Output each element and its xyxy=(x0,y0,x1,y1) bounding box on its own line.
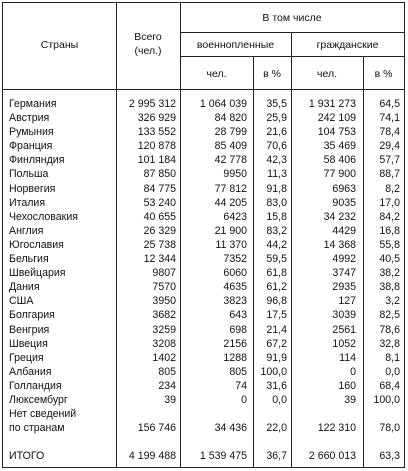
cell-country: Албания xyxy=(9,365,52,378)
cell-pow-pct: 96,8 xyxy=(266,295,287,308)
cell-civ: 9035 xyxy=(332,196,356,209)
no-data-label-line2: по странам xyxy=(9,422,65,435)
cell-country: Польша xyxy=(9,168,49,181)
cell-civ-pct: 0,0 xyxy=(385,365,400,378)
cell-country: Швеция xyxy=(9,337,48,350)
cell-pow: 805 xyxy=(229,365,247,378)
cell-total: 7570 xyxy=(152,281,176,294)
cell-total-label: ИТОГО xyxy=(9,450,45,462)
column-pow-pct xyxy=(253,97,287,407)
cell-pow-pct: 11,3 xyxy=(267,168,287,181)
cell-pow: 2156 xyxy=(223,337,247,350)
cell-civ-pct: 78,4 xyxy=(379,126,400,139)
cell-pow: 77 812 xyxy=(214,182,247,195)
cell-civ-pct: 74,1 xyxy=(379,112,400,125)
cell-total: 12 344 xyxy=(143,253,176,266)
header-civil: гражданские xyxy=(316,39,379,51)
cell-pow: 6060 xyxy=(223,267,247,280)
cell-pow-pct: 91,9 xyxy=(266,351,287,364)
total-row-pow xyxy=(180,449,247,463)
column-civ-pct xyxy=(363,97,400,407)
cell-no-data-civ: 122 310 xyxy=(317,422,356,434)
cell-total: 234 xyxy=(158,379,176,392)
cell-civ: 104 753 xyxy=(317,126,356,139)
cell-pow-pct: 21,6 xyxy=(266,126,287,139)
cell-civ: 242 109 xyxy=(317,112,356,125)
cell-pow: 42 778 xyxy=(214,154,247,167)
cell-civ-pct: 64,5 xyxy=(379,98,400,110)
cell-civ-pct: 84,2 xyxy=(379,210,400,223)
cell-country: Дания xyxy=(9,281,40,294)
cell-no-data-total: 156 746 xyxy=(137,422,176,434)
cell-total: 326 929 xyxy=(137,112,176,125)
header-including: В том числе xyxy=(262,12,322,24)
cell-total: 133 552 xyxy=(137,126,176,139)
cell-total-pow-pct: 36,7 xyxy=(266,450,287,462)
no-data-pow xyxy=(180,421,247,435)
cell-civ: 58 406 xyxy=(323,154,356,167)
cell-pow-pct: 91,8 xyxy=(266,182,287,195)
cell-civ-pct: 82,5 xyxy=(379,309,400,322)
cell-total: 1402 xyxy=(152,351,176,364)
cell-pow: 1 064 039 xyxy=(199,98,247,110)
cell-total: 2 995 312 xyxy=(128,98,176,110)
cell-total-total: 4 199 488 xyxy=(128,450,176,462)
cell-civ-pct: 8,2 xyxy=(385,182,400,195)
cell-civ: 0 xyxy=(350,365,356,378)
cell-pow-pct: 61,8 xyxy=(266,267,287,280)
cell-no-data-civ-pct: 78,0 xyxy=(379,422,400,434)
cell-total: 84 775 xyxy=(143,182,176,195)
cell-pow: 643 xyxy=(229,309,247,322)
column-civ xyxy=(291,97,356,407)
cell-total: 3259 xyxy=(152,323,176,336)
cell-country: Франция xyxy=(9,140,53,153)
cell-country: Норвегия xyxy=(9,182,56,195)
cell-civ-pct: 88,7 xyxy=(379,168,400,181)
cell-country: Греция xyxy=(9,351,44,364)
cell-total-pow: 1 539 475 xyxy=(199,450,247,462)
header-pow: военнопленные xyxy=(196,39,275,51)
header-total-line1: Всего xyxy=(134,31,162,43)
cell-civ-pct: 16,8 xyxy=(379,224,400,237)
cell-total-civ-pct: 63,3 xyxy=(379,450,400,462)
row-divider-including xyxy=(180,32,404,33)
cell-civ-pct: 40,5 xyxy=(379,253,400,266)
cell-pow-pct: 59,5 xyxy=(266,253,287,266)
header-civ-percent: в % xyxy=(374,68,393,80)
cell-total: 87 850 xyxy=(143,168,176,181)
cell-civ: 6963 xyxy=(332,182,356,195)
cell-total: 3950 xyxy=(152,295,176,308)
cell-civ: 127 xyxy=(338,295,356,308)
cell-country: Румыния xyxy=(9,126,54,139)
cell-civ: 34 232 xyxy=(323,210,356,223)
cell-total: 120 878 xyxy=(137,140,176,153)
cell-total: 25 738 xyxy=(143,238,176,251)
cell-civ-pct: 32,8 xyxy=(379,337,400,350)
no-data-label xyxy=(9,407,114,435)
cell-civ-pct: 17,0 xyxy=(379,196,400,209)
total-row-civ xyxy=(291,449,356,463)
cell-pow-pct: 17,5 xyxy=(266,309,287,322)
cell-civ-pct: 38,8 xyxy=(379,281,400,294)
no-data-total xyxy=(116,421,176,435)
cell-country: Финляндия xyxy=(9,154,65,167)
cell-country: Италия xyxy=(9,196,46,209)
cell-pow-pct: 15,8 xyxy=(266,210,287,223)
cell-total: 9807 xyxy=(152,267,176,280)
cell-civ: 77 900 xyxy=(323,168,356,181)
cell-pow-pct: 67,2 xyxy=(266,337,287,350)
cell-pow: 44 205 xyxy=(214,196,247,209)
cell-pow-pct: 61,2 xyxy=(266,281,287,294)
header-total-line2: (чел.) xyxy=(134,45,162,57)
cell-pow-pct: 100,0 xyxy=(260,365,287,378)
header-bottom-line xyxy=(3,89,404,90)
no-data-pow-pct xyxy=(253,421,287,435)
cell-civ: 4992 xyxy=(332,253,356,266)
cell-pow-pct: 44,2 xyxy=(266,238,287,251)
cell-civ-pct: 100,0 xyxy=(373,393,400,406)
cell-civ-pct: 68,4 xyxy=(379,379,400,392)
cell-civ: 35 469 xyxy=(323,140,356,153)
cell-country: Бельгия xyxy=(9,253,49,266)
header-pow-percent: в % xyxy=(263,68,281,80)
cell-pow: 7352 xyxy=(223,253,247,266)
cell-civ: 1 931 273 xyxy=(308,98,356,110)
cell-civ-pct: 57,7 xyxy=(379,154,400,167)
cell-country: Болгария xyxy=(9,309,55,322)
cell-country: Чехословакия xyxy=(9,210,78,223)
cell-pow-pct: 83,0 xyxy=(266,196,287,209)
column-pow xyxy=(180,97,247,407)
row-divider-groups xyxy=(180,56,404,57)
cell-pow: 9950 xyxy=(223,168,247,181)
cell-total: 805 xyxy=(158,365,176,378)
cell-pow: 0 xyxy=(241,393,247,406)
cell-civ-pct: 78,6 xyxy=(379,323,400,336)
cell-civ-pct: 38,2 xyxy=(379,267,400,280)
cell-civ: 3747 xyxy=(332,267,356,280)
column-total xyxy=(116,97,176,407)
cell-country: Венгрия xyxy=(9,323,50,336)
cell-civ: 4429 xyxy=(332,224,356,237)
cell-civ-pct: 3,2 xyxy=(385,295,400,308)
cell-country: Австрия xyxy=(9,112,50,125)
cell-pow: 28 799 xyxy=(214,126,247,139)
cell-pow: 85 409 xyxy=(214,140,247,153)
cell-pow-pct: 83,2 xyxy=(266,224,287,237)
cell-total: 26 329 xyxy=(143,224,176,237)
header-countries: Страны xyxy=(40,39,79,51)
cell-no-data-pow: 34 436 xyxy=(214,422,247,434)
cell-country: Югославия xyxy=(9,238,64,251)
cell-pow: 21 900 xyxy=(214,224,247,237)
cell-total: 40 655 xyxy=(143,210,176,223)
cell-pow-pct: 70,6 xyxy=(266,140,287,153)
cell-country: Англия xyxy=(9,224,44,237)
cell-no-data-pow-pct: 22,0 xyxy=(266,422,287,434)
total-row-pow-pct xyxy=(253,449,287,463)
cell-pow: 6423 xyxy=(223,210,247,223)
cell-pow-pct: 35,5 xyxy=(266,98,287,110)
cell-pow-pct: 25,9 xyxy=(266,112,287,125)
cell-pow: 11 370 xyxy=(215,238,247,251)
cell-country: Швейцария xyxy=(9,267,66,280)
cell-civ: 3039 xyxy=(332,309,356,322)
cell-total: 53 240 xyxy=(143,196,176,209)
cell-pow: 84 820 xyxy=(214,112,247,125)
cell-civ: 2561 xyxy=(332,323,356,336)
cell-country: Люксембург xyxy=(9,393,68,406)
cell-civ: 39 xyxy=(344,393,356,406)
column-country xyxy=(9,97,114,407)
cell-country: Германия xyxy=(9,98,57,110)
cell-pow: 3823 xyxy=(223,295,247,308)
cell-pow-pct: 0,0 xyxy=(272,393,287,406)
no-data-civ xyxy=(291,421,356,435)
cell-pow: 698 xyxy=(229,323,247,336)
cell-civ-pct: 29,4 xyxy=(379,140,400,153)
cell-civ: 114 xyxy=(339,351,356,364)
data-table xyxy=(2,2,405,468)
cell-pow: 4635 xyxy=(223,281,247,294)
cell-total: 101 184 xyxy=(137,154,176,167)
cell-country: Голландия xyxy=(9,379,62,392)
cell-pow-pct: 42,3 xyxy=(266,154,287,167)
cell-pow: 74 xyxy=(235,379,247,392)
cell-total-civ: 2 660 013 xyxy=(308,450,356,462)
no-data-civ-pct xyxy=(363,421,400,435)
cell-civ: 1052 xyxy=(332,337,356,350)
cell-country: США xyxy=(9,295,34,308)
cell-total: 3208 xyxy=(152,337,176,350)
cell-pow: 1288 xyxy=(223,351,247,364)
no-data-label-line1: Нет сведений xyxy=(9,408,77,420)
cell-total: 39 xyxy=(164,393,176,406)
cell-civ-pct: 8,1 xyxy=(385,351,400,364)
cell-civ: 14 368 xyxy=(323,238,356,251)
total-row-label xyxy=(9,449,114,463)
cell-civ: 2935 xyxy=(332,281,356,294)
total-row-total xyxy=(116,449,176,463)
total-row-civ-pct xyxy=(363,449,400,463)
cell-pow-pct: 31,6 xyxy=(266,379,287,392)
header-pow-people: чел. xyxy=(206,68,227,80)
cell-civ: 160 xyxy=(338,379,356,392)
cell-total: 3682 xyxy=(152,309,176,322)
cell-civ-pct: 55,8 xyxy=(379,238,400,251)
header-civ-people: чел. xyxy=(316,68,337,80)
cell-pow-pct: 21,4 xyxy=(266,323,287,336)
